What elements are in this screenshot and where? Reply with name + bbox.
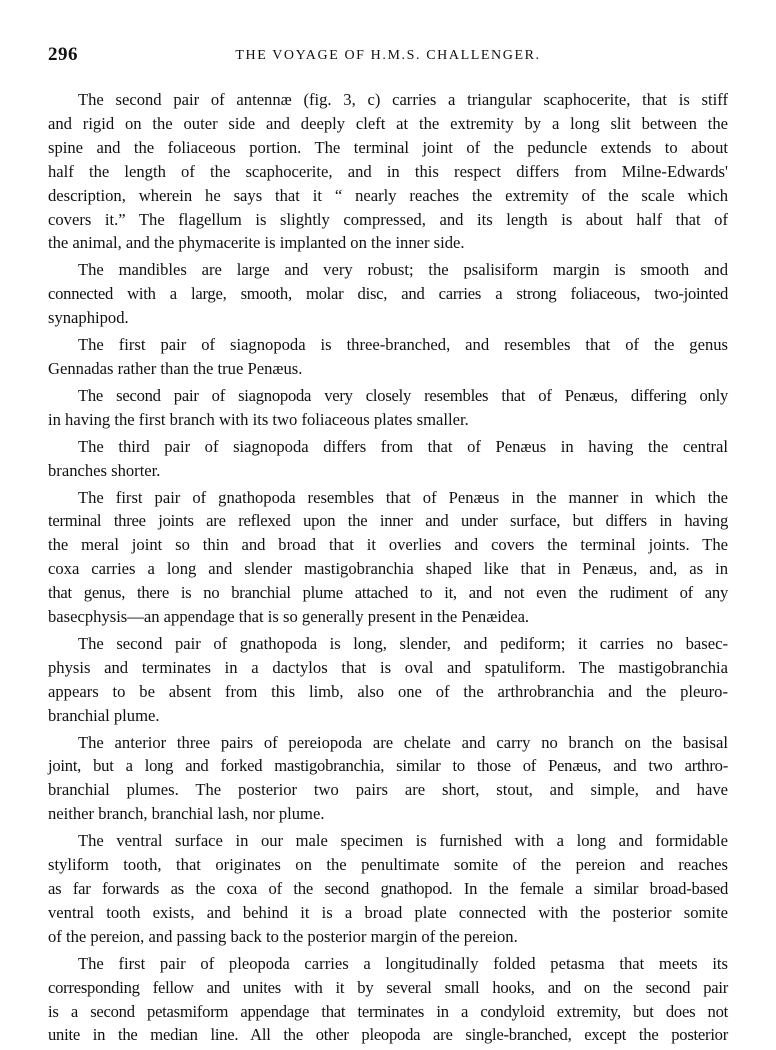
text-line: branchial plume. <box>48 705 160 725</box>
text-line: appears to be absent from this limb, also one of the arthrobranchia and the pleuro- <box>48 681 728 701</box>
paragraph-antennae <box>48 88 728 255</box>
text-line: and rigid on the outer side and deeply cleft at the extremity by a long slit between the <box>48 113 728 133</box>
text-line: neither branch, branchial lash, nor plume. <box>48 804 325 824</box>
text-line: The third pair of siagnopoda differs from that of Penæus in having the central <box>78 436 728 456</box>
text-line: branchial plumes. The posterior two pairs are short, stout, and simple, and have <box>48 780 728 800</box>
text-line: The mandibles are large and very robust; the psalisiform margin is smooth and <box>78 260 728 280</box>
text-line: that genus, there is no branchial plume attached to it, and not even the rudiment of any <box>48 583 728 603</box>
text-line: The second pair of antennæ (fig. 3, c) carries a triangular scaphocerite, that is stiff <box>78 90 728 109</box>
text-line: spine and the foliaceous portion. The terminal joint of the peduncle extends to about <box>48 137 728 157</box>
paragraph-first-gnathopoda <box>48 486 728 629</box>
text-line: is a second petasmiform appendage that terminates in a condyloid extremity, but does not <box>48 1001 728 1021</box>
text-line: The first pair of gnathopoda resembles that of Penæus in the manner in which the <box>78 487 728 507</box>
text-line: description, wherein he says that it “ nearly reaches the extremity of the scale which <box>48 185 728 205</box>
text-line: The first pair of siagnopoda is three-branched, and resembles that of the genus <box>78 335 728 355</box>
text-line: unite in the median line. All the other pleopoda are single-branched, except the posterior <box>48 1025 728 1045</box>
text-line: of the pereion, and passing back to the posterior margin of the pereion. <box>48 926 518 946</box>
text-line: terminal three joints are reflexed upon the inner and under surface, but differs in having <box>48 511 728 531</box>
text-line: coxa carries a long and slender mastigobranchia shaped like that in Penæus, and, as in <box>48 559 728 579</box>
text-line: ventral tooth exists, and behind it is a broad plate connected with the posterior somite <box>48 902 728 922</box>
text-line: corresponding fellow and unites with it by several small hooks, and on the second pair <box>48 977 728 997</box>
text-line: The first pair of pleopoda carries a longitudinally folded petasma that meets its <box>78 953 728 973</box>
text-line: The ventral surface in our male specimen is furnished with a long and formidable <box>78 831 728 851</box>
text-line: as far forwards as the coxa of the second gnathopod. In the female a similar broad-based <box>48 879 728 898</box>
body-text <box>48 88 728 1050</box>
text-line: branches shorter. <box>48 460 161 480</box>
text-line: The anterior three pairs of pereiopoda are chelate and carry no branch on the basisal <box>78 732 728 752</box>
text-line: joint, but a long and forked mastigobranchia, similar to those of Penæus, and two arthro- <box>48 756 728 776</box>
paragraph-mandibles <box>48 258 728 330</box>
text-line: half the length of the scaphocerite, and in this respect differs from Milne-Edwards' <box>48 161 728 181</box>
text-line: the animal, and the phymacerite is implanted on the inner side. <box>48 233 465 253</box>
paragraph-third-siagnopoda <box>48 435 728 483</box>
paragraph-second-siagnopoda <box>48 384 728 432</box>
text-line: in having the first branch with its two foliaceous plates smaller. <box>48 409 469 429</box>
text-line: connected with a large, smooth, molar disc, and carries a strong foliaceous, two-jointed <box>48 284 728 304</box>
text-line: the meral joint so thin and broad that it overlies and covers the terminal joints. The <box>48 535 728 555</box>
paragraph-first-siagnopoda <box>48 333 728 381</box>
page-number: 296 <box>48 44 78 65</box>
text-line: basecphysis—an appendage that is so generally present in the Penæidea. <box>48 607 530 627</box>
text-line: Gennadas rather than the true Penæus. <box>48 358 303 378</box>
paragraph-pleopoda <box>48 952 728 1048</box>
text-line: physis and terminates in a dactylos that is oval and spatuliform. The mastigobranchia <box>48 657 728 677</box>
text-line: synaphipod. <box>48 308 129 328</box>
paragraph-ventral-surface <box>48 829 728 949</box>
text-line: The second pair of siagnopoda very closely resembles that of Penæus, differing only <box>78 385 728 405</box>
text-line: covers it.” The flagellum is slightly compressed, and its length is about half that of <box>48 209 728 229</box>
running-head: THE VOYAGE OF H.M.S. CHALLENGER. <box>235 48 541 63</box>
text-line: The second pair of gnathopoda is long, slender, and pediform; it carries no basec- <box>78 633 728 653</box>
page-header <box>48 44 728 74</box>
paragraph-pereiopoda <box>48 731 728 827</box>
paragraph-second-gnathopoda <box>48 632 728 728</box>
text-line: styliform tooth, that originates on the penultimate somite of the pereion and reaches <box>48 855 728 875</box>
